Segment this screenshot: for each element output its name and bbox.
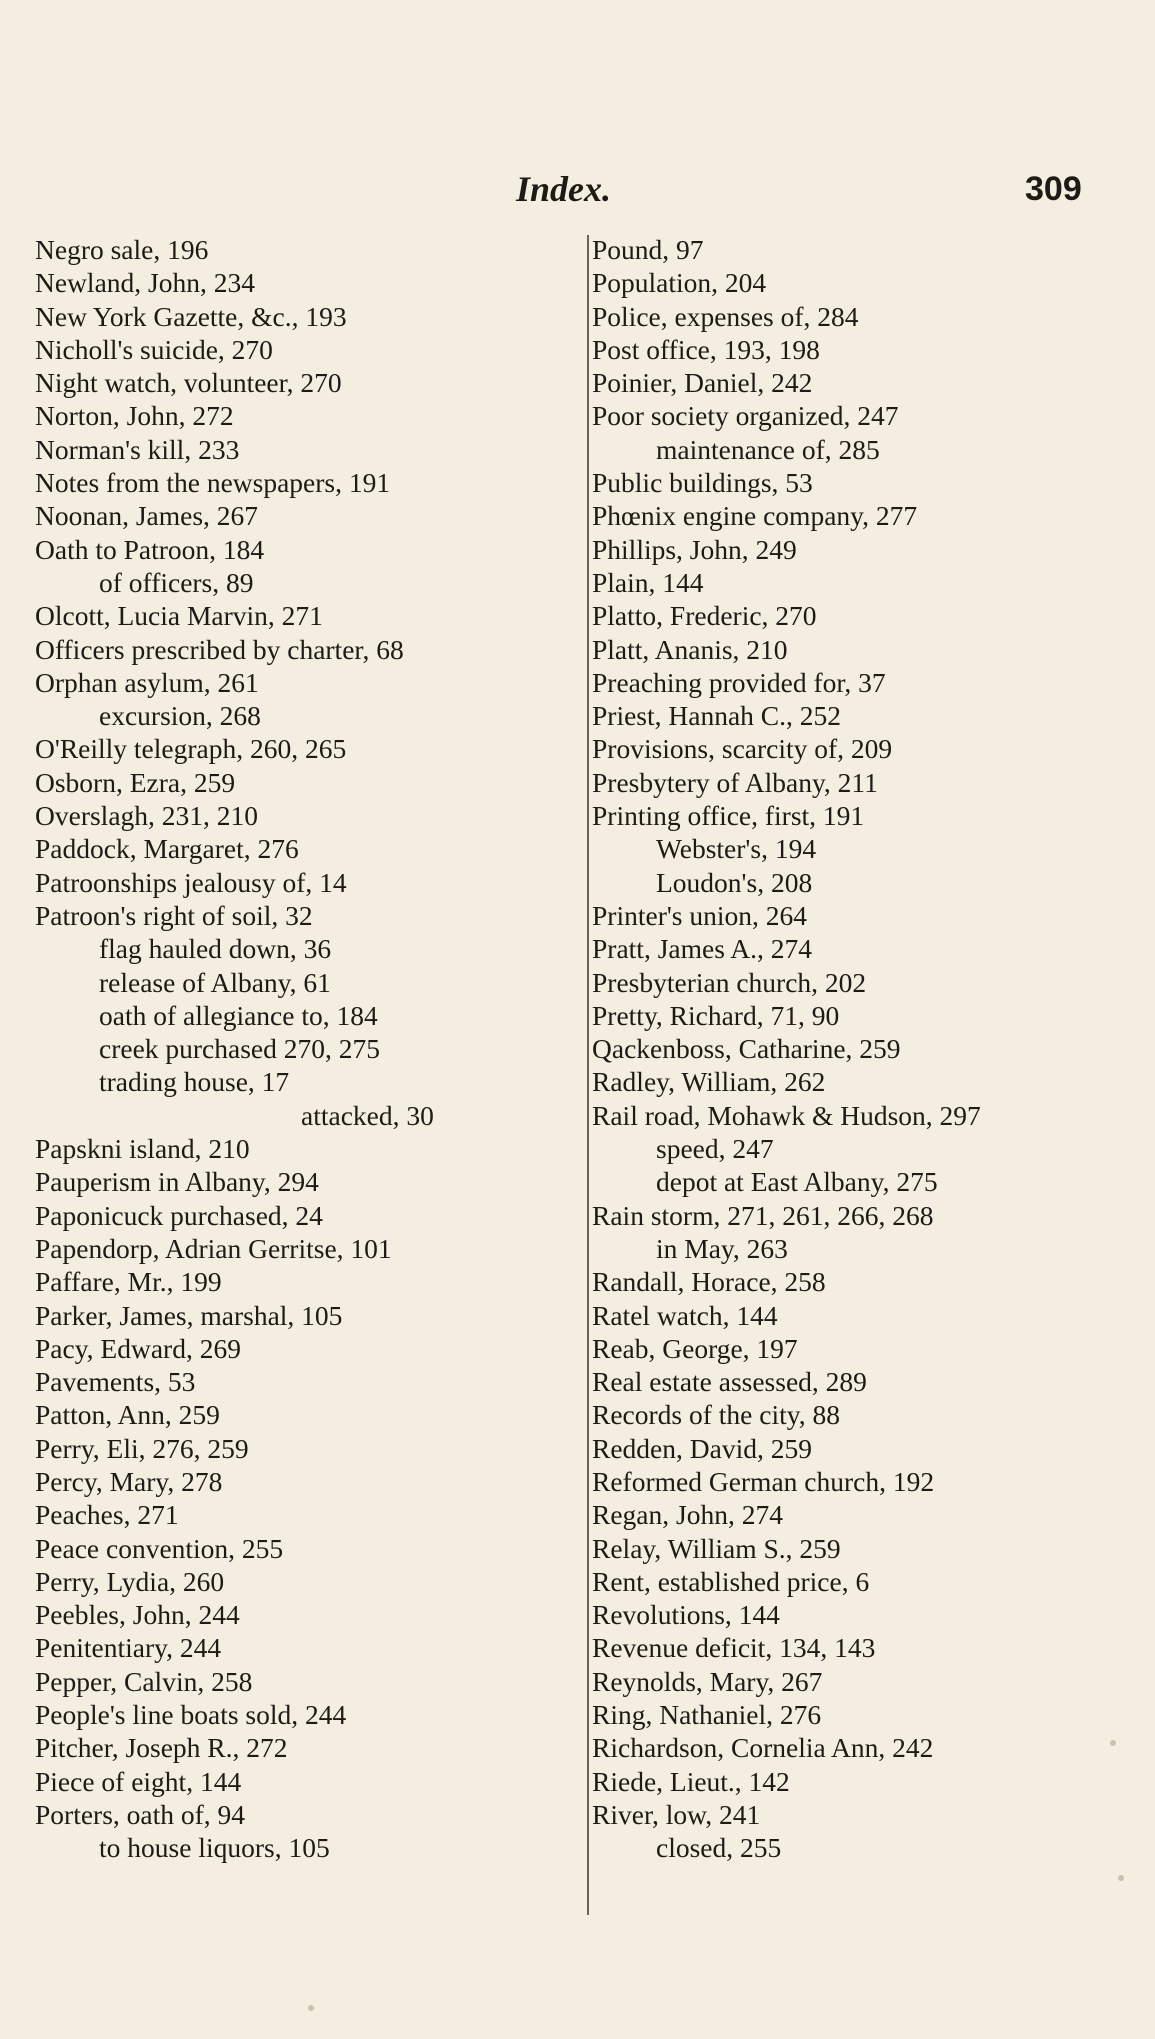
index-subentry: release of Albany, 61 [99, 966, 331, 998]
index-entry: Patroonships jealousy of, 14 [35, 866, 347, 898]
index-entry: Pound, 97 [592, 234, 704, 265]
index-entry: Pauperism in Albany, 294 [35, 1166, 319, 1198]
index-entry: Post office, 193, 198 [592, 333, 820, 365]
index-entry: Richardson, Cornelia Ann, 242 [592, 1732, 934, 1764]
paper-speck [1110, 1740, 1116, 1746]
index-subentry: speed, 247 [656, 1133, 774, 1165]
index-entry: Redden, David, 259 [592, 1432, 812, 1464]
index-entry: Relay, William S., 259 [592, 1532, 841, 1564]
index-entry: Paddock, Margaret, 276 [35, 833, 299, 865]
index-entry: Olcott, Lucia Marvin, 271 [35, 600, 323, 632]
index-entry: Qackenboss, Catharine, 259 [592, 1033, 901, 1065]
index-subentry: oath of allegiance to, 184 [99, 999, 378, 1031]
index-entry: O'Reilly telegraph, 260, 265 [35, 733, 347, 765]
index-entry: Peace convention, 255 [35, 1532, 284, 1564]
index-entry: Newland, John, 234 [35, 267, 255, 299]
index-entry: Reformed German church, 192 [592, 1465, 935, 1497]
index-entry: Rain storm, 271, 261, 266, 268 [592, 1199, 934, 1231]
index-entry: Plain, 144 [592, 566, 704, 598]
index-entry: Public buildings, 53 [592, 467, 813, 499]
index-subentry: creek purchased 270, 275 [99, 1033, 381, 1065]
index-entry: Rent, established price, 6 [592, 1565, 870, 1597]
index-subentry: depot at East Albany, 275 [656, 1166, 938, 1198]
index-entry: Paffare, Mr., 199 [35, 1266, 222, 1298]
index-entry: Radley, William, 262 [592, 1066, 826, 1098]
index-entry: Pretty, Richard, 71, 90 [592, 999, 840, 1031]
index-entry: Officers prescribed by charter, 68 [35, 633, 404, 665]
index-entry: Osborn, Ezra, 259 [35, 766, 236, 798]
index-entry: Overslagh, 231, 210 [35, 800, 259, 832]
index-subentry: to house liquors, 105 [99, 1832, 330, 1864]
index-entry: Population, 204 [592, 267, 767, 299]
index-subentry: maintenance of, 285 [656, 433, 880, 465]
index-column-left [35, 233, 595, 1865]
index-entry: Phœnix engine company, 277 [592, 500, 918, 532]
index-entry: Peebles, John, 244 [35, 1599, 240, 1631]
index-entry: Printing office, first, 191 [592, 800, 865, 832]
index-entry: Pitcher, Joseph R., 272 [35, 1732, 288, 1764]
index-entry: Records of the city, 88 [592, 1399, 840, 1431]
paper-speck [1118, 1875, 1124, 1881]
page-number: 309 [1025, 170, 1082, 208]
index-subentry: of officers, 89 [99, 566, 254, 598]
index-entry: People's line boats sold, 244 [35, 1699, 347, 1731]
index-entry: Platt, Ananis, 210 [592, 633, 788, 665]
index-entry: Reab, George, 197 [592, 1332, 798, 1364]
index-entry: Priest, Hannah C., 252 [592, 700, 842, 732]
index-column-right [592, 233, 1112, 1865]
index-entry: Patton, Ann, 259 [35, 1399, 220, 1431]
index-entry: Ring, Nathaniel, 276 [592, 1699, 822, 1731]
page-header-title: Index. [516, 169, 612, 209]
index-entry: Night watch, volunteer, 270 [35, 367, 342, 399]
index-entry: Real estate assessed, 289 [592, 1366, 867, 1398]
index-subentry: closed, 255 [656, 1832, 782, 1864]
index-entry: Riede, Lieut., 142 [592, 1765, 790, 1797]
index-entry: Patroon's right of soil, 32 [35, 899, 313, 931]
index-subentry: excursion, 268 [99, 700, 261, 732]
index-entry: Platto, Frederic, 270 [592, 600, 817, 632]
index-entry: Rail road, Mohawk & Hudson, 297 [592, 1099, 981, 1131]
index-entry: Noonan, James, 267 [35, 500, 259, 532]
index-entry: Pepper, Calvin, 258 [35, 1665, 253, 1697]
index-entry: Perry, Lydia, 260 [35, 1565, 225, 1597]
index-entry: Porters, oath of, 94 [35, 1798, 246, 1830]
index-entry: Pavements, 53 [35, 1366, 196, 1398]
index-entry: Pratt, James A., 274 [592, 933, 812, 965]
index-subentry: flag hauled down, 36 [99, 933, 332, 965]
index-entry: Orphan asylum, 261 [35, 666, 259, 698]
index-entry: Poinier, Daniel, 242 [592, 367, 813, 399]
index-entry: Police, expenses of, 284 [592, 300, 859, 332]
index-entry: Reynolds, Mary, 267 [592, 1665, 823, 1697]
index-entry: Nicholl's suicide, 270 [35, 333, 273, 365]
index-entry: Phillips, John, 249 [592, 533, 797, 565]
index-entry: Pacy, Edward, 269 [35, 1332, 241, 1364]
index-entry: Negro sale, 196 [35, 234, 209, 265]
index-entry: Paponicuck purchased, 24 [35, 1199, 323, 1231]
index-entry: Regan, John, 274 [592, 1499, 783, 1531]
index-entry: Ratel watch, 144 [592, 1299, 778, 1331]
index-subentry: in May, 263 [656, 1232, 788, 1264]
index-entry: Printer's union, 264 [592, 899, 808, 931]
index-entry: Preaching provided for, 37 [592, 666, 886, 698]
index-subentry: trading house, 17 [99, 1066, 290, 1098]
index-entry: Presbyterian church, 202 [592, 966, 867, 998]
index-entry: Parker, James, marshal, 105 [35, 1299, 343, 1331]
paper-speck [308, 2005, 314, 2011]
column-divider [587, 235, 589, 1915]
index-subentry: Loudon's, 208 [656, 866, 813, 898]
index-entry: Notes from the newspapers, 191 [35, 467, 391, 499]
index-entry: Poor society organized, 247 [592, 400, 899, 432]
index-subentry: attacked, 30 [301, 1099, 434, 1131]
index-entry: New York Gazette, &c., 193 [35, 300, 347, 332]
index-entry: Presbytery of Albany, 211 [592, 766, 878, 798]
index-entry: Norton, John, 272 [35, 400, 234, 432]
index-entry: Revenue deficit, 134, 143 [592, 1632, 876, 1664]
index-entry: Percy, Mary, 278 [35, 1465, 223, 1497]
index-entry: Peaches, 271 [35, 1499, 179, 1531]
index-entry: River, low, 241 [592, 1798, 761, 1830]
index-entry: Papendorp, Adrian Gerritse, 101 [35, 1232, 392, 1264]
index-entry: Oath to Patroon, 184 [35, 533, 265, 565]
index-subentry: Webster's, 194 [656, 833, 817, 865]
index-entry: Papskni island, 210 [35, 1133, 250, 1165]
index-entry: Revolutions, 144 [592, 1599, 780, 1631]
index-entry: Norman's kill, 233 [35, 433, 240, 465]
index-entry: Provisions, scarcity of, 209 [592, 733, 893, 765]
index-entry: Perry, Eli, 276, 259 [35, 1432, 249, 1464]
index-entry: Penitentiary, 244 [35, 1632, 222, 1664]
index-entry: Piece of eight, 144 [35, 1765, 242, 1797]
index-entry: Randall, Horace, 258 [592, 1266, 826, 1298]
